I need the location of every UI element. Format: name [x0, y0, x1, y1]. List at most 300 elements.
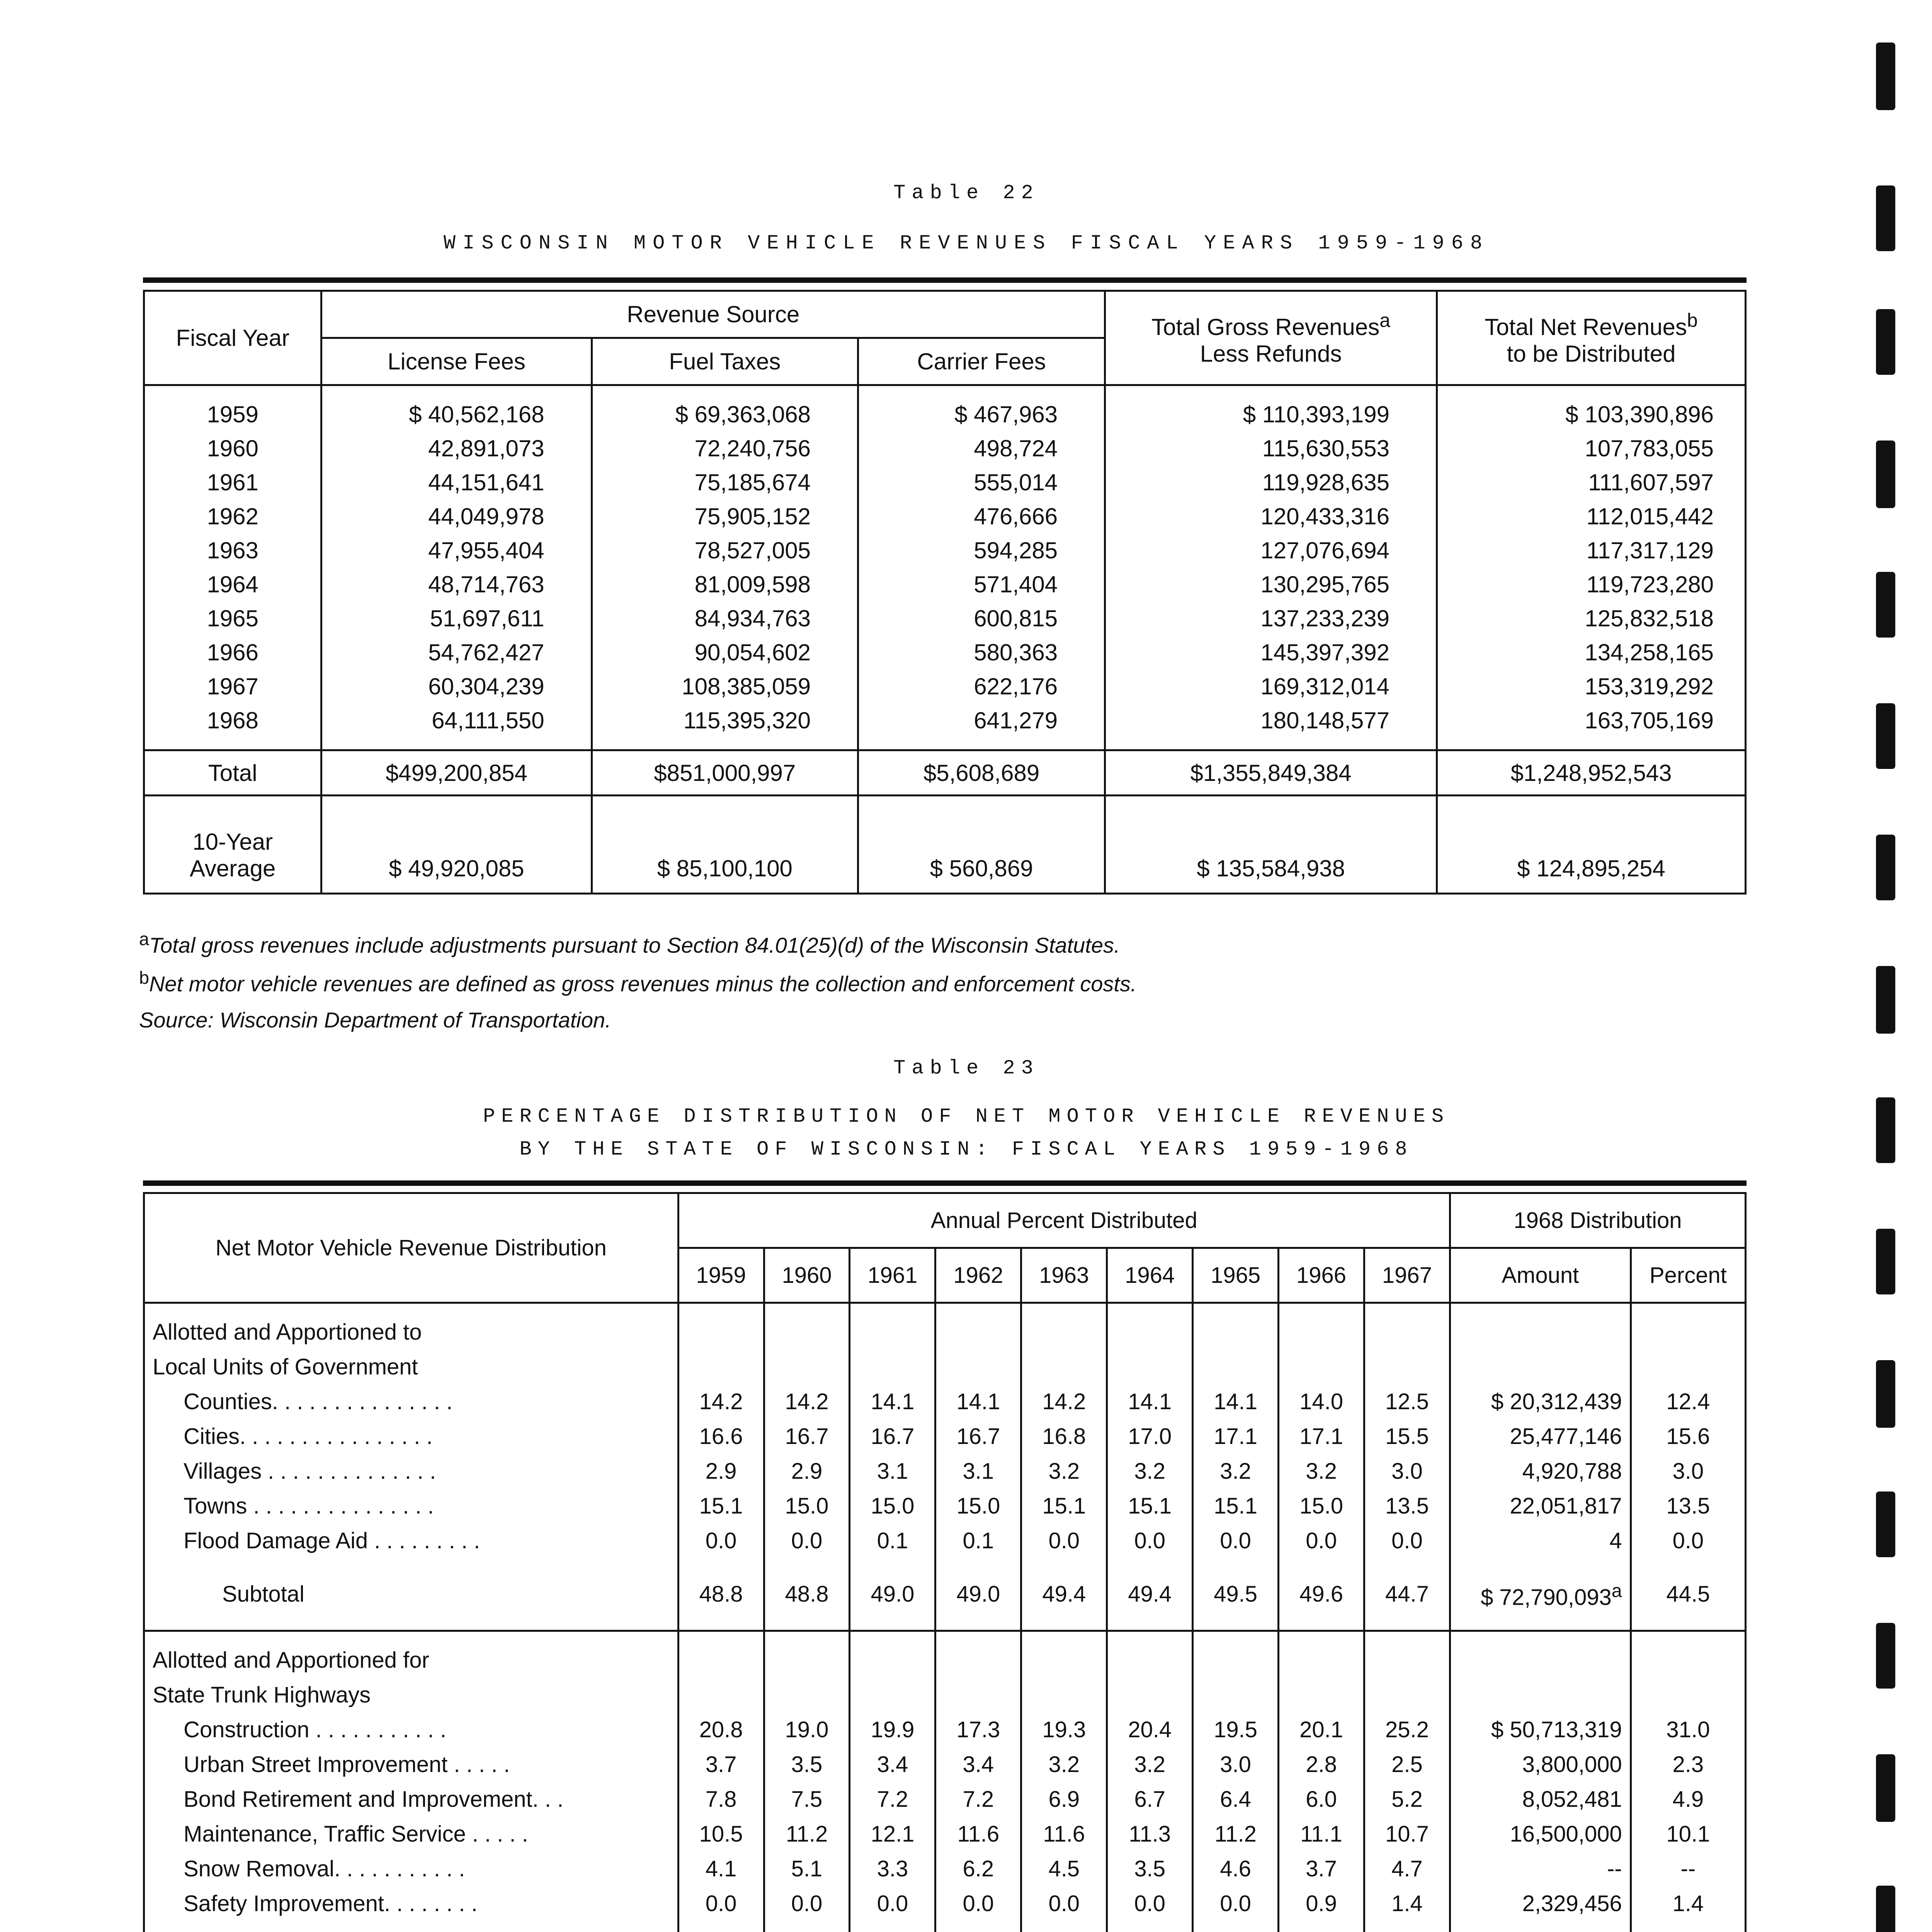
- table-row: [144, 1454, 1746, 1489]
- table22-source: Source: Wisconsin Department of Transportation.: [139, 1008, 611, 1032]
- subtotal-cell: 49.0: [850, 1558, 935, 1631]
- amount-cell: 2,329,456: [1450, 1886, 1631, 1921]
- net-column-cell: 125,832,518: [1585, 605, 1714, 631]
- blank-cell: [1279, 1303, 1364, 1350]
- percent-cell: 20.8: [678, 1713, 764, 1747]
- subtotal-label: [144, 1921, 679, 1932]
- years-column: [144, 385, 321, 750]
- percent-cell: 11.3: [1107, 1817, 1193, 1852]
- percent-cell: 12.1: [850, 1817, 935, 1852]
- license-column-cell: 44,151,641: [428, 469, 544, 495]
- blank-cell: [764, 1303, 850, 1350]
- blank-cell: [1193, 1303, 1279, 1350]
- table22-top-rule: [143, 277, 1747, 283]
- percent-cell: 15.1: [1193, 1489, 1279, 1524]
- table-row: [144, 1782, 1746, 1817]
- blank-cell: [1279, 1678, 1364, 1713]
- amount-cell: 25,477,146: [1450, 1419, 1631, 1454]
- blank-cell: [850, 1631, 935, 1678]
- total-label: Total: [144, 750, 321, 796]
- blank-cell: [1107, 1350, 1193, 1384]
- total-fuel: $851,000,997: [592, 750, 858, 796]
- percent-cell: 16.7: [850, 1419, 935, 1454]
- percent-cell: 20.1: [1279, 1713, 1364, 1747]
- amount-cell: 4,920,788: [1450, 1454, 1631, 1489]
- state-heading: Allotted and Apportioned for: [144, 1631, 679, 1678]
- state-heading-row: [144, 1631, 1746, 1678]
- percent-cell: 17.0: [1107, 1419, 1193, 1454]
- carrier-column: [858, 385, 1105, 750]
- subtotal-cell: [764, 1921, 850, 1932]
- amount-cell: $ 50,713,319: [1450, 1713, 1631, 1747]
- percent-cell: 0.0: [1193, 1886, 1279, 1921]
- percent-cell: 0.0: [1279, 1524, 1364, 1558]
- carrier-column-cell: 580,363: [974, 639, 1058, 665]
- table-row: [144, 1489, 1746, 1524]
- subtotal-cell: [935, 1921, 1021, 1932]
- fuel-column-cell: 78,527,005: [694, 537, 811, 563]
- blank-cell: [1450, 1350, 1631, 1384]
- subtotal-label: Subtotal: [144, 1558, 679, 1631]
- registration-mark: [1876, 309, 1895, 375]
- blank-cell: [935, 1303, 1021, 1350]
- percent-cell: 11.6: [1021, 1817, 1107, 1852]
- table23: [143, 1192, 1747, 1932]
- blank-cell: [850, 1350, 935, 1384]
- carrier-fees-header: Carrier Fees: [858, 338, 1105, 385]
- fuel-column-cell: 72,240,756: [694, 435, 811, 461]
- local-heading: Local Units of Government: [144, 1350, 679, 1384]
- subtotal-amount-cell: [1450, 1921, 1631, 1932]
- table-row: [144, 1747, 1746, 1782]
- fiscal-year-header: [144, 291, 321, 385]
- percent-cell: 2.8: [1279, 1747, 1364, 1782]
- percent-cell: 3.2: [1107, 1747, 1193, 1782]
- years-column-cell: 1960: [207, 435, 259, 461]
- table22-footnote-a-text: Total gross revenues include adjustments pursuant to Section 84.01(25)(d) of the Wisconsin Statutes.: [149, 933, 1120, 957]
- blank-cell: [1107, 1303, 1193, 1350]
- table-row: [144, 1886, 1746, 1921]
- percent-cell: 14.0: [1279, 1384, 1364, 1419]
- years-column-cell: 1959: [207, 401, 259, 427]
- subtotal-cell: 49.5: [1193, 1558, 1279, 1631]
- registration-mark: [1876, 1229, 1895, 1294]
- amount-cell: 22,051,817: [1450, 1489, 1631, 1524]
- gross-column-cell: 127,076,694: [1260, 537, 1390, 563]
- percent-cell: 4.6: [1193, 1852, 1279, 1886]
- years-column-cell: 1963: [207, 537, 259, 563]
- blank-cell: [1107, 1678, 1193, 1713]
- percent-cell: 0.0: [764, 1524, 850, 1558]
- percent-1968-cell: 0.0: [1631, 1524, 1745, 1558]
- year-header: 1960: [764, 1248, 850, 1303]
- amount-cell: 16,500,000: [1450, 1817, 1631, 1852]
- percent-cell: 11.2: [1193, 1817, 1279, 1852]
- registration-mark: [1876, 1097, 1895, 1163]
- registration-mark: [1876, 1886, 1895, 1932]
- fuel-column-cell: 90,054,602: [694, 639, 811, 665]
- subtotal-cell: [1021, 1921, 1107, 1932]
- percent-1968-cell: 12.4: [1631, 1384, 1745, 1419]
- percent-cell: 14.1: [935, 1384, 1021, 1419]
- table23-top-rule: [143, 1180, 1747, 1186]
- percent-cell: 10.5: [678, 1817, 764, 1852]
- percent-cell: 16.7: [764, 1419, 850, 1454]
- table22-footnote-b-text: Net motor vehicle revenues are defined as gross revenues minus the collection and enforcement costs.: [149, 971, 1137, 996]
- local-heading-row: [144, 1303, 1746, 1350]
- license-column-cell: 44,049,978: [428, 503, 544, 529]
- percent-cell: 19.9: [850, 1713, 935, 1747]
- gross-revenues-header: [1105, 291, 1437, 385]
- total-carrier: $5,608,689: [858, 750, 1105, 796]
- table-row: [144, 1817, 1746, 1852]
- local-group: [144, 1303, 1746, 1631]
- subtotal-cell: 49.0: [935, 1558, 1021, 1631]
- annual-percent-header: Annual Percent Distributed: [678, 1193, 1450, 1248]
- carrier-column-cell: 476,666: [974, 503, 1058, 529]
- percent-cell: 0.1: [850, 1524, 935, 1558]
- amount-cell: 4: [1450, 1524, 1631, 1558]
- carrier-column-cell: 571,404: [974, 571, 1058, 597]
- table23-title-2: BY THE STATE OF WISCONSIN: FISCAL YEARS 1959-1968: [519, 1138, 1413, 1161]
- subtotal-cell: [1364, 1921, 1450, 1932]
- license-column-cell: 48,714,763: [428, 571, 544, 597]
- year-header: 1964: [1107, 1248, 1193, 1303]
- gross-column-cell: $ 110,393,199: [1243, 401, 1390, 427]
- percent-cell: 5.2: [1364, 1782, 1450, 1817]
- blank-cell: [1364, 1631, 1450, 1678]
- percent-cell: 14.1: [1193, 1384, 1279, 1419]
- years-column-cell: 1967: [207, 673, 259, 699]
- registration-mark: [1876, 703, 1895, 769]
- subtotal-cell: [1193, 1921, 1279, 1932]
- local-heading-row: [144, 1350, 1746, 1384]
- average-label-2: Average: [189, 855, 276, 881]
- gross-header-label: Total Gross Revenues: [1151, 314, 1380, 340]
- net-column-cell: 107,783,055: [1585, 435, 1714, 461]
- percent-cell: 15.1: [678, 1489, 764, 1524]
- blank-cell: [764, 1350, 850, 1384]
- percent-cell: 19.3: [1021, 1713, 1107, 1747]
- percent-cell: 14.2: [764, 1384, 850, 1419]
- row-label: Snow Removal. . . . . . . . . . .: [144, 1852, 679, 1886]
- registration-mark: [1876, 1492, 1895, 1557]
- percent-cell: 3.7: [678, 1747, 764, 1782]
- table-row: [144, 1713, 1746, 1747]
- percent-cell: 3.2: [1021, 1747, 1107, 1782]
- net-header-label: Total Net Revenues: [1485, 314, 1687, 340]
- table22-title: WISCONSIN MOTOR VEHICLE REVENUES FISCAL YEARS 1959-1968: [443, 232, 1490, 255]
- percent-cell: 3.0: [1364, 1454, 1450, 1489]
- table22-number: Table 22: [893, 182, 1039, 204]
- percent-cell: 12.5: [1364, 1384, 1450, 1419]
- percent-cell: 15.1: [1107, 1489, 1193, 1524]
- gross-column-cell: 119,928,635: [1262, 469, 1390, 495]
- blank-cell: [1279, 1631, 1364, 1678]
- net-header-line2: to be Distributed: [1507, 340, 1676, 367]
- license-fees-header: License Fees: [321, 338, 592, 385]
- percent-cell: 15.0: [935, 1489, 1021, 1524]
- local-heading: Allotted and Apportioned to: [144, 1303, 679, 1350]
- gross-sup: a: [1379, 309, 1391, 331]
- percent-cell: 15.0: [850, 1489, 935, 1524]
- gross-column-cell: 169,312,014: [1260, 673, 1390, 699]
- percent-cell: 2.9: [764, 1454, 850, 1489]
- years-column-cell: 1964: [207, 571, 259, 597]
- amount-cell: 3,800,000: [1450, 1747, 1631, 1782]
- percent-cell: 0.1: [935, 1524, 1021, 1558]
- years-column-cell: 1966: [207, 639, 259, 665]
- amount-cell: $ 20,312,439: [1450, 1384, 1631, 1419]
- subtotal-cell: 48.8: [764, 1558, 850, 1631]
- percent-cell: 3.2: [1021, 1454, 1107, 1489]
- percent-cell: 10.7: [1364, 1817, 1450, 1852]
- percent-cell: 0.0: [1364, 1524, 1450, 1558]
- average-license: $ 49,920,085: [321, 796, 592, 894]
- years-column-cell: 1962: [207, 503, 259, 529]
- table-row: [144, 1384, 1746, 1419]
- row-label: Urban Street Improvement . . . . .: [144, 1747, 679, 1782]
- percent-cell: 5.1: [764, 1852, 850, 1886]
- fuel-column-cell: 75,905,152: [694, 503, 811, 529]
- license-column-cell: 51,697,611: [430, 605, 544, 631]
- state-group: [144, 1631, 1746, 1932]
- gross-column-cell: 180,148,577: [1260, 707, 1390, 733]
- fuel-column-cell: 108,385,059: [682, 673, 811, 699]
- percent-cell: 6.2: [935, 1852, 1021, 1886]
- percent-cell: 0.0: [1193, 1524, 1279, 1558]
- percent-cell: 0.0: [1107, 1886, 1193, 1921]
- gross-header-line2: Less Refunds: [1200, 340, 1342, 367]
- license-column-cell: $ 40,562,168: [409, 401, 544, 427]
- percent-cell: 14.2: [678, 1384, 764, 1419]
- percent-cell: 0.0: [1021, 1524, 1107, 1558]
- percent-cell: 0.0: [678, 1524, 764, 1558]
- blank-cell: [764, 1678, 850, 1713]
- blank-cell: [1193, 1678, 1279, 1713]
- percent-cell: 3.5: [764, 1747, 850, 1782]
- blank-cell: [850, 1678, 935, 1713]
- registration-mark: [1876, 1623, 1895, 1689]
- average-gross: $ 135,584,938: [1105, 796, 1437, 894]
- row-label: Maintenance, Traffic Service . . . . .: [144, 1817, 679, 1852]
- row-label: Flood Damage Aid . . . . . . . . .: [144, 1524, 679, 1558]
- percent-cell: 4.1: [678, 1852, 764, 1886]
- subtotal-sup: a: [1611, 1580, 1622, 1601]
- percent-cell: 17.3: [935, 1713, 1021, 1747]
- table22-footnote-b: $^b$Net motor vehicle revenues are defined as gross revenues minus the collection and enforcement costs.: [139, 968, 1137, 996]
- gross-column-cell: 145,397,392: [1260, 639, 1390, 665]
- blank-cell: [678, 1350, 764, 1384]
- subtotal-cell: [1107, 1921, 1193, 1932]
- row-label: Construction . . . . . . . . . . .: [144, 1713, 679, 1747]
- percent-1968-cell: 15.6: [1631, 1419, 1745, 1454]
- percent-cell: 3.1: [850, 1454, 935, 1489]
- percent-cell: 19.0: [764, 1713, 850, 1747]
- blank-cell: [935, 1631, 1021, 1678]
- blank-cell: [1631, 1303, 1745, 1350]
- dist1968-header: 1968 Distribution: [1450, 1193, 1745, 1248]
- net-column-cell: 119,723,280: [1586, 571, 1714, 597]
- registration-mark: [1876, 966, 1895, 1034]
- subtotal-cell: [678, 1921, 764, 1932]
- percent-cell: 7.5: [764, 1782, 850, 1817]
- row-label: Safety Improvement. . . . . . . .: [144, 1886, 679, 1921]
- percent-cell: 3.3: [850, 1852, 935, 1886]
- fuel-column-cell: 81,009,598: [694, 571, 811, 597]
- net-column-cell: 111,607,597: [1588, 469, 1714, 495]
- net-sup: b: [1687, 309, 1698, 331]
- percent-cell: 14.2: [1021, 1384, 1107, 1419]
- blank-cell: [1279, 1350, 1364, 1384]
- percent-cell: 14.1: [850, 1384, 935, 1419]
- percent-cell: 11.1: [1279, 1817, 1364, 1852]
- percent-cell: 16.6: [678, 1419, 764, 1454]
- subtotal-percent: 44.5: [1631, 1558, 1745, 1631]
- license-column-cell: 42,891,073: [428, 435, 544, 461]
- gross-column-cell: 130,295,765: [1260, 571, 1390, 597]
- percent-cell: 4.7: [1364, 1852, 1450, 1886]
- blank-cell: [1364, 1678, 1450, 1713]
- percent-cell: 3.1: [935, 1454, 1021, 1489]
- subtotal-amount-cell: [1450, 1558, 1631, 1631]
- fiscal-year-label: Fiscal Year: [176, 325, 289, 351]
- percent-cell: 6.9: [1021, 1782, 1107, 1817]
- percent-cell: 3.2: [1193, 1454, 1279, 1489]
- registration-mark: [1876, 440, 1895, 508]
- row-label: Towns . . . . . . . . . . . . . . .: [144, 1489, 679, 1524]
- carrier-column-cell: 600,815: [974, 605, 1058, 631]
- percent-cell: 3.2: [1107, 1454, 1193, 1489]
- year-header: 1967: [1364, 1248, 1450, 1303]
- row-label: Bond Retirement and Improvement. . .: [144, 1782, 679, 1817]
- blank-cell: [764, 1631, 850, 1678]
- percent-cell: 17.1: [1279, 1419, 1364, 1454]
- blank-cell: [850, 1303, 935, 1350]
- percent-cell: 0.0: [1021, 1886, 1107, 1921]
- table-row: [144, 1524, 1746, 1558]
- gross-column-cell: 137,233,239: [1260, 605, 1390, 631]
- state-subtotal-row: [144, 1921, 1746, 1932]
- amount-header: Amount: [1450, 1248, 1631, 1303]
- gross-column-cell: 120,433,316: [1260, 503, 1390, 529]
- percent-cell: 3.7: [1279, 1852, 1364, 1886]
- license-column-cell: 60,304,239: [428, 673, 544, 699]
- carrier-column-cell: $ 467,963: [954, 401, 1058, 427]
- percent-cell: 19.5: [1193, 1713, 1279, 1747]
- percent-header: Percent: [1631, 1248, 1745, 1303]
- percent-cell: 13.5: [1364, 1489, 1450, 1524]
- percent-1968-cell: 31.0: [1631, 1713, 1745, 1747]
- registration-mark: [1876, 835, 1895, 900]
- percent-cell: 3.4: [850, 1747, 935, 1782]
- percent-cell: 14.1: [1107, 1384, 1193, 1419]
- percent-cell: 3.4: [935, 1747, 1021, 1782]
- percent-cell: 11.6: [935, 1817, 1021, 1852]
- percent-cell: 15.5: [1364, 1419, 1450, 1454]
- percent-cell: 0.0: [850, 1886, 935, 1921]
- blank-cell: [1631, 1350, 1745, 1384]
- percent-cell: 7.2: [850, 1782, 935, 1817]
- subtotal-cell: 49.6: [1279, 1558, 1364, 1631]
- state-heading-row: [144, 1678, 1746, 1713]
- blank-cell: [1450, 1631, 1631, 1678]
- percent-cell: 0.0: [764, 1886, 850, 1921]
- years-column-cell: 1965: [207, 605, 259, 631]
- blank-cell: [1450, 1678, 1631, 1713]
- average-carrier: $ 560,869: [858, 796, 1105, 894]
- net-column: [1437, 385, 1746, 750]
- net-column-cell: 117,317,129: [1586, 537, 1714, 563]
- license-column-cell: 47,955,404: [428, 537, 544, 563]
- net-column-cell: 153,319,292: [1585, 673, 1714, 699]
- total-license: $499,200,854: [321, 750, 592, 796]
- blank-cell: [1631, 1631, 1745, 1678]
- percent-cell: 7.2: [935, 1782, 1021, 1817]
- blank-cell: [1193, 1631, 1279, 1678]
- percent-1968-cell: 3.0: [1631, 1454, 1745, 1489]
- percent-cell: 2.5: [1364, 1747, 1450, 1782]
- percent-cell: 11.2: [764, 1817, 850, 1852]
- percent-cell: 1.4: [1364, 1886, 1450, 1921]
- blank-cell: [1107, 1631, 1193, 1678]
- average-net: $ 124,895,254: [1437, 796, 1746, 894]
- average-label-cell: [144, 796, 321, 894]
- total-gross: $1,355,849,384: [1105, 750, 1437, 796]
- percent-cell: 6.7: [1107, 1782, 1193, 1817]
- percent-cell: 0.0: [1107, 1524, 1193, 1558]
- year-header: 1959: [678, 1248, 764, 1303]
- table23-title-1: PERCENTAGE DISTRIBUTION OF NET MOTOR VEHICLE REVENUES: [483, 1105, 1450, 1128]
- registration-mark: [1876, 185, 1895, 251]
- registration-mark: [1876, 572, 1895, 638]
- fuel-column: [592, 385, 858, 750]
- percent-cell: 6.0: [1279, 1782, 1364, 1817]
- percent-cell: 15.0: [764, 1489, 850, 1524]
- percent-cell: 0.9: [1279, 1886, 1364, 1921]
- years-column-cell: 1968: [207, 707, 259, 733]
- percent-1968-cell: --: [1631, 1852, 1745, 1886]
- percent-cell: 3.2: [1279, 1454, 1364, 1489]
- subtotal-cell: [1279, 1921, 1364, 1932]
- row-label: Villages . . . . . . . . . . . . . .: [144, 1454, 679, 1489]
- registration-mark: [1876, 43, 1895, 110]
- percent-1968-cell: 4.9: [1631, 1782, 1745, 1817]
- blank-cell: [678, 1678, 764, 1713]
- percent-1968-cell: 13.5: [1631, 1489, 1745, 1524]
- year-header: 1966: [1279, 1248, 1364, 1303]
- license-column-cell: 64,111,550: [432, 707, 544, 733]
- fuel-column-cell: $ 69,363,068: [675, 401, 811, 427]
- license-column-cell: 54,762,427: [428, 639, 544, 665]
- percent-cell: 0.0: [935, 1886, 1021, 1921]
- blank-cell: [1364, 1303, 1450, 1350]
- fuel-column-cell: 75,185,674: [694, 469, 811, 495]
- percent-cell: 4.5: [1021, 1852, 1107, 1886]
- registration-mark: [1876, 1754, 1895, 1822]
- percent-cell: 15.1: [1021, 1489, 1107, 1524]
- subtotal-amount: $ 72,790,093: [1481, 1585, 1612, 1610]
- carrier-column-cell: 594,285: [974, 537, 1058, 563]
- net-column-cell: $ 103,390,896: [1565, 401, 1714, 427]
- subtotal-cell: 44.7: [1364, 1558, 1450, 1631]
- amount-cell: --: [1450, 1852, 1631, 1886]
- years-column-cell: 1961: [207, 469, 259, 495]
- distribution-header: Net Motor Vehicle Revenue Distribution: [144, 1193, 679, 1303]
- fuel-column-cell: 115,395,320: [683, 707, 811, 733]
- registration-mark: [1876, 1360, 1895, 1428]
- subtotal-cell: 49.4: [1107, 1558, 1193, 1631]
